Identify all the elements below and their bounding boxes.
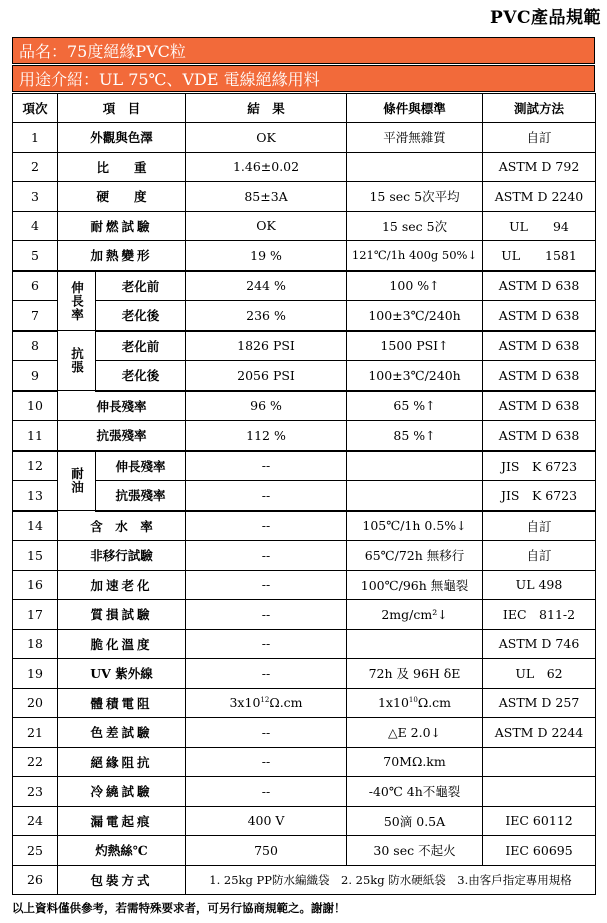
row-result: OK: [186, 211, 347, 241]
row-result: --: [186, 659, 347, 689]
row-item: 脆化溫度: [58, 629, 186, 659]
row-condition: 1500 PSI↑: [347, 331, 483, 361]
row-method: JIS K 6723: [483, 451, 596, 481]
row-condition: 85 %↑: [347, 421, 483, 451]
row-item: 色差試驗: [58, 718, 186, 748]
row-method: ASTM D 638: [483, 391, 596, 421]
row-method: UL 498: [483, 570, 596, 600]
row-no: 4: [13, 211, 58, 241]
packaging-options: 1. 25kg PP防水編織袋 2. 25kg 防水硬紙袋 3.由客戶指定專用規格: [186, 865, 596, 895]
group-label-oil: 耐油: [58, 451, 96, 511]
row-no: 10: [13, 391, 58, 421]
result-unit: Ω.cm: [269, 695, 303, 711]
row-method: [483, 777, 596, 807]
row-no: 12: [13, 451, 58, 481]
group-label-elongation: 伸長率: [58, 271, 96, 331]
row-item: 體積電阻: [58, 688, 186, 718]
row-result: 19 %: [186, 241, 347, 271]
row-result: 1.46±0.02: [186, 152, 347, 182]
row-method: ASTM D 792: [483, 152, 596, 182]
row-method: UL 1581: [483, 241, 596, 271]
table-row: [13, 301, 596, 331]
condition-base: 1x10: [377, 695, 409, 711]
table-row: [13, 271, 596, 301]
row-condition: 100±3℃/240h: [347, 301, 483, 331]
row-no: 16: [13, 570, 58, 600]
row-result: 244 %: [186, 271, 347, 301]
row-method: 自訂: [483, 511, 596, 541]
table-row: [13, 777, 596, 807]
row-method: IEC 60112: [483, 806, 596, 836]
row-method: 自訂: [483, 541, 596, 571]
row-method: ASTM D 746: [483, 629, 596, 659]
table-row: [13, 747, 596, 777]
row-result: --: [186, 511, 347, 541]
usage-banner: 用途介紹：UL 75℃、VDE 電線絕緣用料: [12, 65, 595, 92]
result-exponent: 12: [260, 696, 270, 705]
row-result: --: [186, 481, 347, 511]
row-no: 15: [13, 541, 58, 571]
row-no: 22: [13, 747, 58, 777]
row-no: 9: [13, 361, 58, 391]
row-condition: 50滴 0.5A: [347, 806, 483, 836]
group-label-tensile: 抗張: [58, 331, 96, 391]
row-no: 21: [13, 718, 58, 748]
spec-table: [12, 93, 596, 895]
row-item: 抗張殘率: [96, 481, 186, 511]
row-result: --: [186, 600, 347, 630]
condition-unit: Ω.cm: [417, 695, 452, 711]
table-row: [13, 331, 596, 361]
row-method: UL 94: [483, 211, 596, 241]
row-no: 11: [13, 421, 58, 451]
row-item: 抗張殘率: [58, 421, 186, 451]
row-result: 2056 PSI: [186, 361, 347, 391]
row-item: 比 重: [58, 152, 186, 182]
row-result: --: [186, 570, 347, 600]
row-method: ASTM D 638: [483, 421, 596, 451]
row-result: 750: [186, 836, 347, 866]
row-method: UL 62: [483, 659, 596, 689]
footer-note: 以上資料僅供參考，若需特殊要求者，可另行協商規範之。謝謝！: [12, 901, 346, 915]
row-condition: 100℃/96h 無龜裂: [347, 570, 483, 600]
row-no: 23: [13, 777, 58, 807]
row-no: 20: [13, 688, 58, 718]
row-method: ASTM D 638: [483, 271, 596, 301]
row-item: 漏電起痕: [58, 806, 186, 836]
table-row: [13, 629, 596, 659]
row-no: 8: [13, 331, 58, 361]
table-row: [13, 152, 596, 182]
row-no: 14: [13, 511, 58, 541]
row-condition: 105℃/1h 0.5%↓: [347, 511, 483, 541]
row-condition: 121℃/1h 400g 50%↓: [347, 241, 483, 271]
row-no: 2: [13, 152, 58, 182]
document-title: PVC產品規範: [489, 8, 601, 28]
row-result: --: [186, 747, 347, 777]
row-condition: 65 %↑: [347, 391, 483, 421]
row-item: 加熱變形: [58, 241, 186, 271]
row-method: ASTM D 2244: [483, 718, 596, 748]
row-no: 17: [13, 600, 58, 630]
row-no: 6: [13, 271, 58, 301]
table-row: [13, 688, 596, 718]
row-no: 1: [13, 123, 58, 153]
row-item: 包裝方式: [58, 865, 186, 895]
row-result: 112 %: [186, 421, 347, 451]
row-method: 自訂: [483, 123, 596, 153]
row-condition: 65℃/72h 無移行: [347, 541, 483, 571]
row-result: --: [186, 541, 347, 571]
row-condition: [347, 451, 483, 481]
row-method: ASTM D 2240: [483, 182, 596, 212]
result-base: 3x10: [229, 695, 261, 711]
row-result: 236 %: [186, 301, 347, 331]
table-row: [13, 570, 596, 600]
row-condition: 70MΩ.km: [347, 747, 483, 777]
table-row: [13, 421, 596, 451]
row-item: 絕緣阻抗: [58, 747, 186, 777]
table-row: [13, 391, 596, 421]
row-item: 冷繞試驗: [58, 777, 186, 807]
row-item: 灼熱絲℃: [58, 836, 186, 866]
table-row: [13, 718, 596, 748]
row-no: 7: [13, 301, 58, 331]
row-no: 13: [13, 481, 58, 511]
table-row: [13, 865, 596, 895]
table-row: [13, 451, 596, 481]
row-item: 老化前: [96, 271, 186, 301]
row-result: 96 %: [186, 391, 347, 421]
row-condition: 2mg/cm²↓: [347, 600, 483, 630]
row-method: IEC 60695: [483, 836, 596, 866]
row-item: 外觀與色澤: [58, 123, 186, 153]
row-item: UV 紫外線: [58, 659, 186, 689]
row-method: ASTM D 638: [483, 331, 596, 361]
row-item: 質損試驗: [58, 600, 186, 630]
row-no: 3: [13, 182, 58, 212]
row-result: [186, 688, 347, 718]
row-condition: 100±3℃/240h: [347, 361, 483, 391]
table-row: [13, 600, 596, 630]
row-no: 26: [13, 865, 58, 895]
row-condition: 15 sec 5次: [347, 211, 483, 241]
header-item: 項 目: [58, 94, 186, 123]
table-row: [13, 836, 596, 866]
table-row: [13, 211, 596, 241]
row-method: JIS K 6723: [483, 481, 596, 511]
table-row: [13, 659, 596, 689]
row-item: 硬 度: [58, 182, 186, 212]
header-condition: 條件與標準: [347, 94, 483, 123]
row-condition: △E 2.0↓: [347, 718, 483, 748]
row-condition: [347, 629, 483, 659]
row-no: 18: [13, 629, 58, 659]
row-no: 25: [13, 836, 58, 866]
row-result: 85±3A: [186, 182, 347, 212]
row-no: 5: [13, 241, 58, 271]
product-name-banner: 品名：75度絕緣PVC粒: [12, 37, 595, 64]
row-method: ASTM D 638: [483, 361, 596, 391]
table-row: [13, 182, 596, 212]
row-item: 老化後: [96, 361, 186, 391]
row-result: --: [186, 777, 347, 807]
row-result: 1826 PSI: [186, 331, 347, 361]
row-condition: [347, 152, 483, 182]
table-row: [13, 541, 596, 571]
row-item: 非移行試驗: [58, 541, 186, 571]
row-method: IEC 811-2: [483, 600, 596, 630]
table-row: [13, 241, 596, 271]
row-method: ASTM D 257: [483, 688, 596, 718]
row-condition: 72h 及 96H δE: [347, 659, 483, 689]
header-method: 測試方法: [483, 94, 596, 123]
table-row: [13, 123, 596, 153]
table-header-row: [13, 94, 596, 123]
row-item: 老化後: [96, 301, 186, 331]
table-row: [13, 511, 596, 541]
row-no: 19: [13, 659, 58, 689]
condition-exponent: 10: [408, 696, 418, 705]
row-item: 含 水 率: [58, 511, 186, 541]
row-item: 老化前: [96, 331, 186, 361]
table-row: [13, 806, 596, 836]
row-item: 加速老化: [58, 570, 186, 600]
row-method: [483, 747, 596, 777]
row-item: 伸長殘率: [96, 451, 186, 481]
row-condition: [347, 688, 483, 718]
row-result: --: [186, 629, 347, 659]
row-condition: 100 %↑: [347, 271, 483, 301]
row-result: --: [186, 718, 347, 748]
row-result: --: [186, 451, 347, 481]
header-no: 項次: [13, 94, 58, 123]
row-condition: 平滑無雜質: [347, 123, 483, 153]
row-condition: -40℃ 4h不龜裂: [347, 777, 483, 807]
table-row: [13, 481, 596, 511]
row-item: 耐燃試驗: [58, 211, 186, 241]
row-condition: 15 sec 5次平均: [347, 182, 483, 212]
row-no: 24: [13, 806, 58, 836]
header-result: 結 果: [186, 94, 347, 123]
row-result: OK: [186, 123, 347, 153]
row-method: ASTM D 638: [483, 301, 596, 331]
table-row: [13, 361, 596, 391]
row-condition: [347, 481, 483, 511]
row-item: 伸長殘率: [58, 391, 186, 421]
row-result: 400 V: [186, 806, 347, 836]
row-condition: 30 sec 不起火: [347, 836, 483, 866]
